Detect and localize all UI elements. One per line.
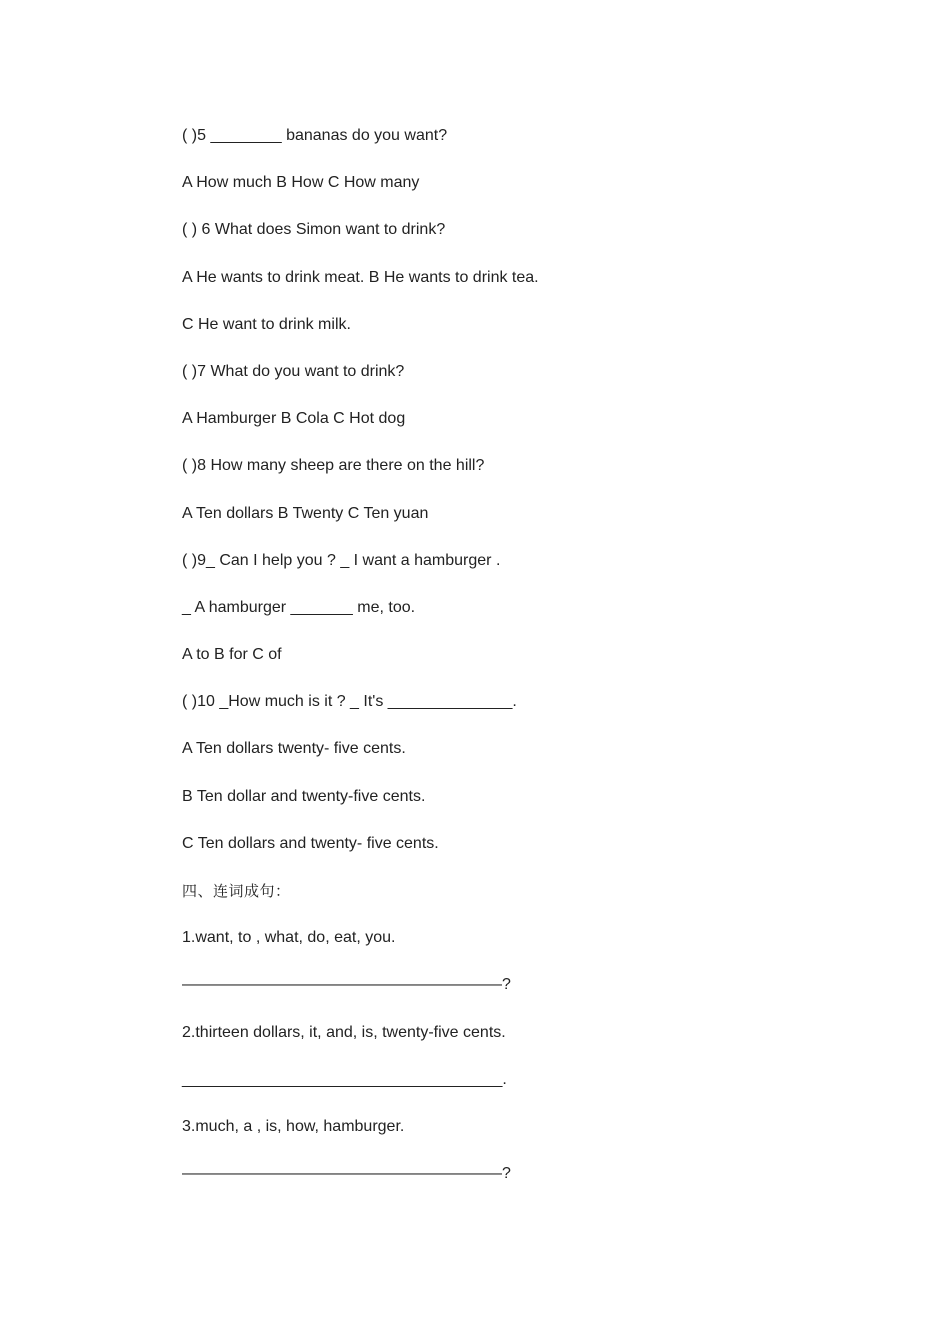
question-9-options: A to B for C of bbox=[182, 646, 282, 664]
question-6-options-ab: A He wants to drink meat. B He wants to drink tea. bbox=[182, 268, 539, 286]
question-8: ( )8 How many sheep are there on the hill? bbox=[182, 457, 485, 475]
question-6-option-c: C He want to drink milk. bbox=[182, 315, 351, 333]
question-10-option-c: C Ten dollars and twenty- five cents. bbox=[182, 834, 439, 852]
sentence-2-answer-line: ____________________________________. bbox=[182, 1070, 507, 1088]
question-8-options: A Ten dollars B Twenty C Ten yuan bbox=[182, 504, 429, 522]
sentence-1-answer-line: ————————————————————? bbox=[182, 976, 511, 994]
worksheet-page bbox=[182, 120, 882, 1205]
sentence-3-answer-line: ————————————————————? bbox=[182, 1165, 511, 1183]
sentence-1-words: 1.want, to , what, do, eat, you. bbox=[182, 929, 396, 947]
question-7-options: A Hamburger B Cola C Hot dog bbox=[182, 410, 406, 428]
question-10-option-a: A Ten dollars twenty- five cents. bbox=[182, 740, 406, 758]
question-5-options: A How much B How C How many bbox=[182, 174, 420, 192]
question-7: ( )7 What do you want to drink? bbox=[182, 362, 405, 380]
sentence-3-words: 3.much, a , is, how, hamburger. bbox=[182, 1117, 405, 1135]
question-10: ( )10 _How much is it ? _ It's ______________. bbox=[182, 693, 517, 711]
sentence-2-words: 2.thirteen dollars, it, and, is, twenty-five cents. bbox=[182, 1023, 506, 1041]
question-9-continuation: _ A hamburger _______ me, too. bbox=[182, 598, 416, 616]
question-6: ( ) 6 What does Simon want to drink? bbox=[182, 221, 446, 239]
question-10-option-b: B Ten dollar and twenty-five cents. bbox=[182, 787, 426, 805]
question-5: ( )5 ________ bananas do you want? bbox=[182, 127, 448, 144]
question-9: ( )9_ Can I help you ? _ I want a hamburger . bbox=[182, 551, 501, 569]
section-heading: 四、连词成句： bbox=[182, 882, 291, 900]
